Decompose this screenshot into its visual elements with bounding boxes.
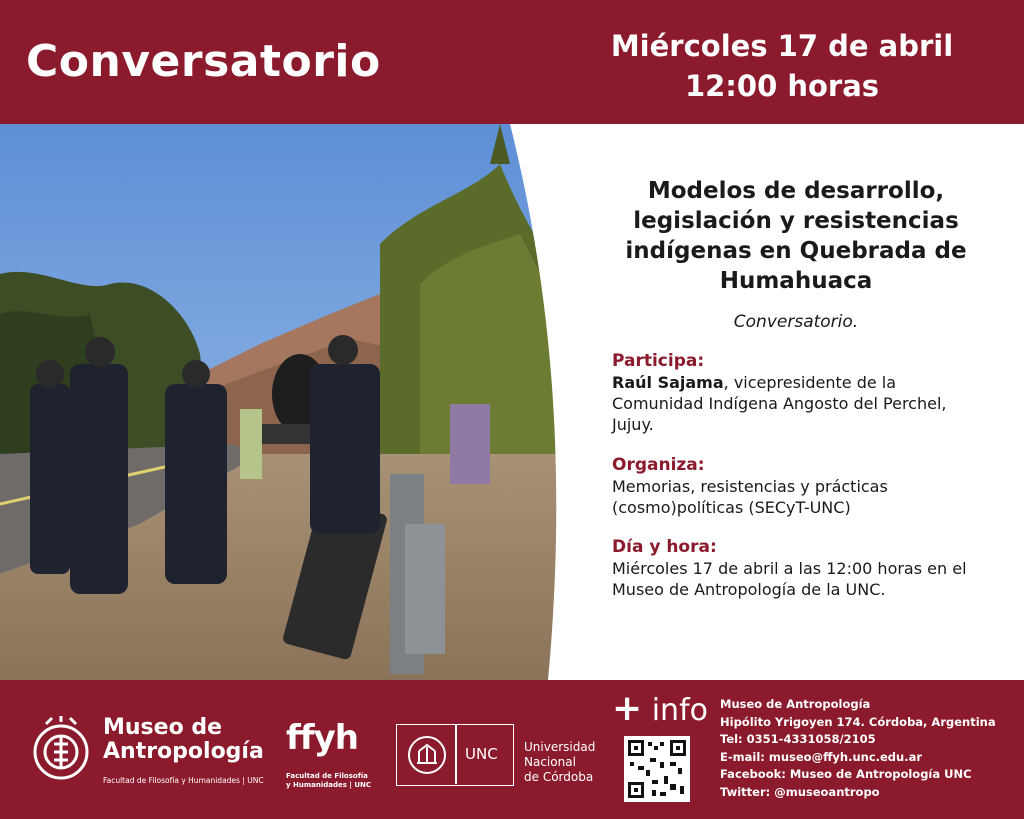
- contact-line: Hipólito Yrigoyen 174. Córdoba, Argentina: [720, 714, 996, 729]
- museum-name: [103, 716, 264, 764]
- section-body: Miércoles 17 de abril a las 12:00 horas en el Museo de Antropología de la UNC.: [612, 559, 967, 599]
- event-datetime: [602, 26, 962, 106]
- event-headline: [596, 176, 996, 296]
- headline-line: indígenas en Quebrada de: [625, 238, 967, 264]
- qr-code-icon[interactable]: [624, 736, 690, 802]
- event-date: Miércoles 17 de abril: [610, 29, 954, 63]
- section-title: Participa:: [612, 351, 705, 371]
- header-bar: [0, 0, 1024, 124]
- event-time: 12:00 horas: [684, 69, 880, 103]
- ffyh-subtitle-line: Facultad de Filosofía: [286, 772, 368, 780]
- ffyh-logo: ffyh: [286, 718, 358, 758]
- unc-abbreviation: UNC: [465, 745, 498, 763]
- participant-name: Raúl Sajama: [612, 373, 724, 392]
- ffyh-subtitle-line: y Humanidades | UNC: [286, 781, 372, 789]
- unc-name: [524, 740, 604, 785]
- contact-line: Tel: 0351-4331058/2105: [720, 732, 876, 746]
- museum-subtitle: Facultad de Filosofía y Humanidades | UNC: [103, 776, 264, 785]
- section-body: Memorias, resistencias y prácticas (cosmo)políticas (SECyT-UNC): [612, 477, 888, 517]
- plus-icon: +: [612, 688, 643, 729]
- university-seal-icon: [405, 733, 449, 777]
- section-body: [612, 372, 992, 435]
- unc-logo: [396, 724, 514, 786]
- section-organiza: [612, 454, 992, 518]
- contact-info: [720, 696, 1010, 801]
- contact-email[interactable]: E-mail: museo@ffyh.unc.edu.ar: [720, 749, 923, 764]
- section-title: Organiza:: [612, 455, 705, 475]
- museum-logo-icon: [30, 712, 92, 788]
- event-title: Conversatorio: [26, 36, 381, 87]
- footer-bar: [0, 680, 1024, 819]
- unc-name-line: Nacional: [524, 755, 576, 769]
- contact-twitter[interactable]: Twitter: @museoantropo: [720, 784, 880, 799]
- section-participa: [612, 350, 992, 435]
- more-info-label: [612, 688, 708, 729]
- headline-line: legislación y resistencias: [633, 208, 959, 234]
- museum-name-line: Antropología: [103, 739, 264, 764]
- event-content: [566, 124, 1024, 680]
- headline-line: Modelos de desarrollo,: [647, 178, 945, 204]
- contact-line: Museo de Antropología: [720, 697, 871, 711]
- ffyh-subtitle: [286, 772, 376, 790]
- event-subtitle: Conversatorio.: [733, 312, 859, 332]
- info-text: info: [651, 693, 708, 728]
- headline-line: Humahuaca: [719, 268, 873, 294]
- contact-facebook[interactable]: Facebook: Museo de Antropología UNC: [720, 767, 972, 781]
- event-photo: [0, 124, 566, 680]
- section-title: Día y hora:: [612, 537, 717, 557]
- museum-name-line: Museo de: [103, 715, 223, 740]
- section-dia-hora: [612, 536, 992, 600]
- unc-name-line: de Córdoba: [524, 770, 594, 784]
- unc-divider: [455, 725, 457, 784]
- participant-description: , vicepresidente de la Comunidad Indígena Angosto del Perchel, Jujuy.: [612, 373, 947, 434]
- unc-name-line: Universidad: [524, 740, 596, 754]
